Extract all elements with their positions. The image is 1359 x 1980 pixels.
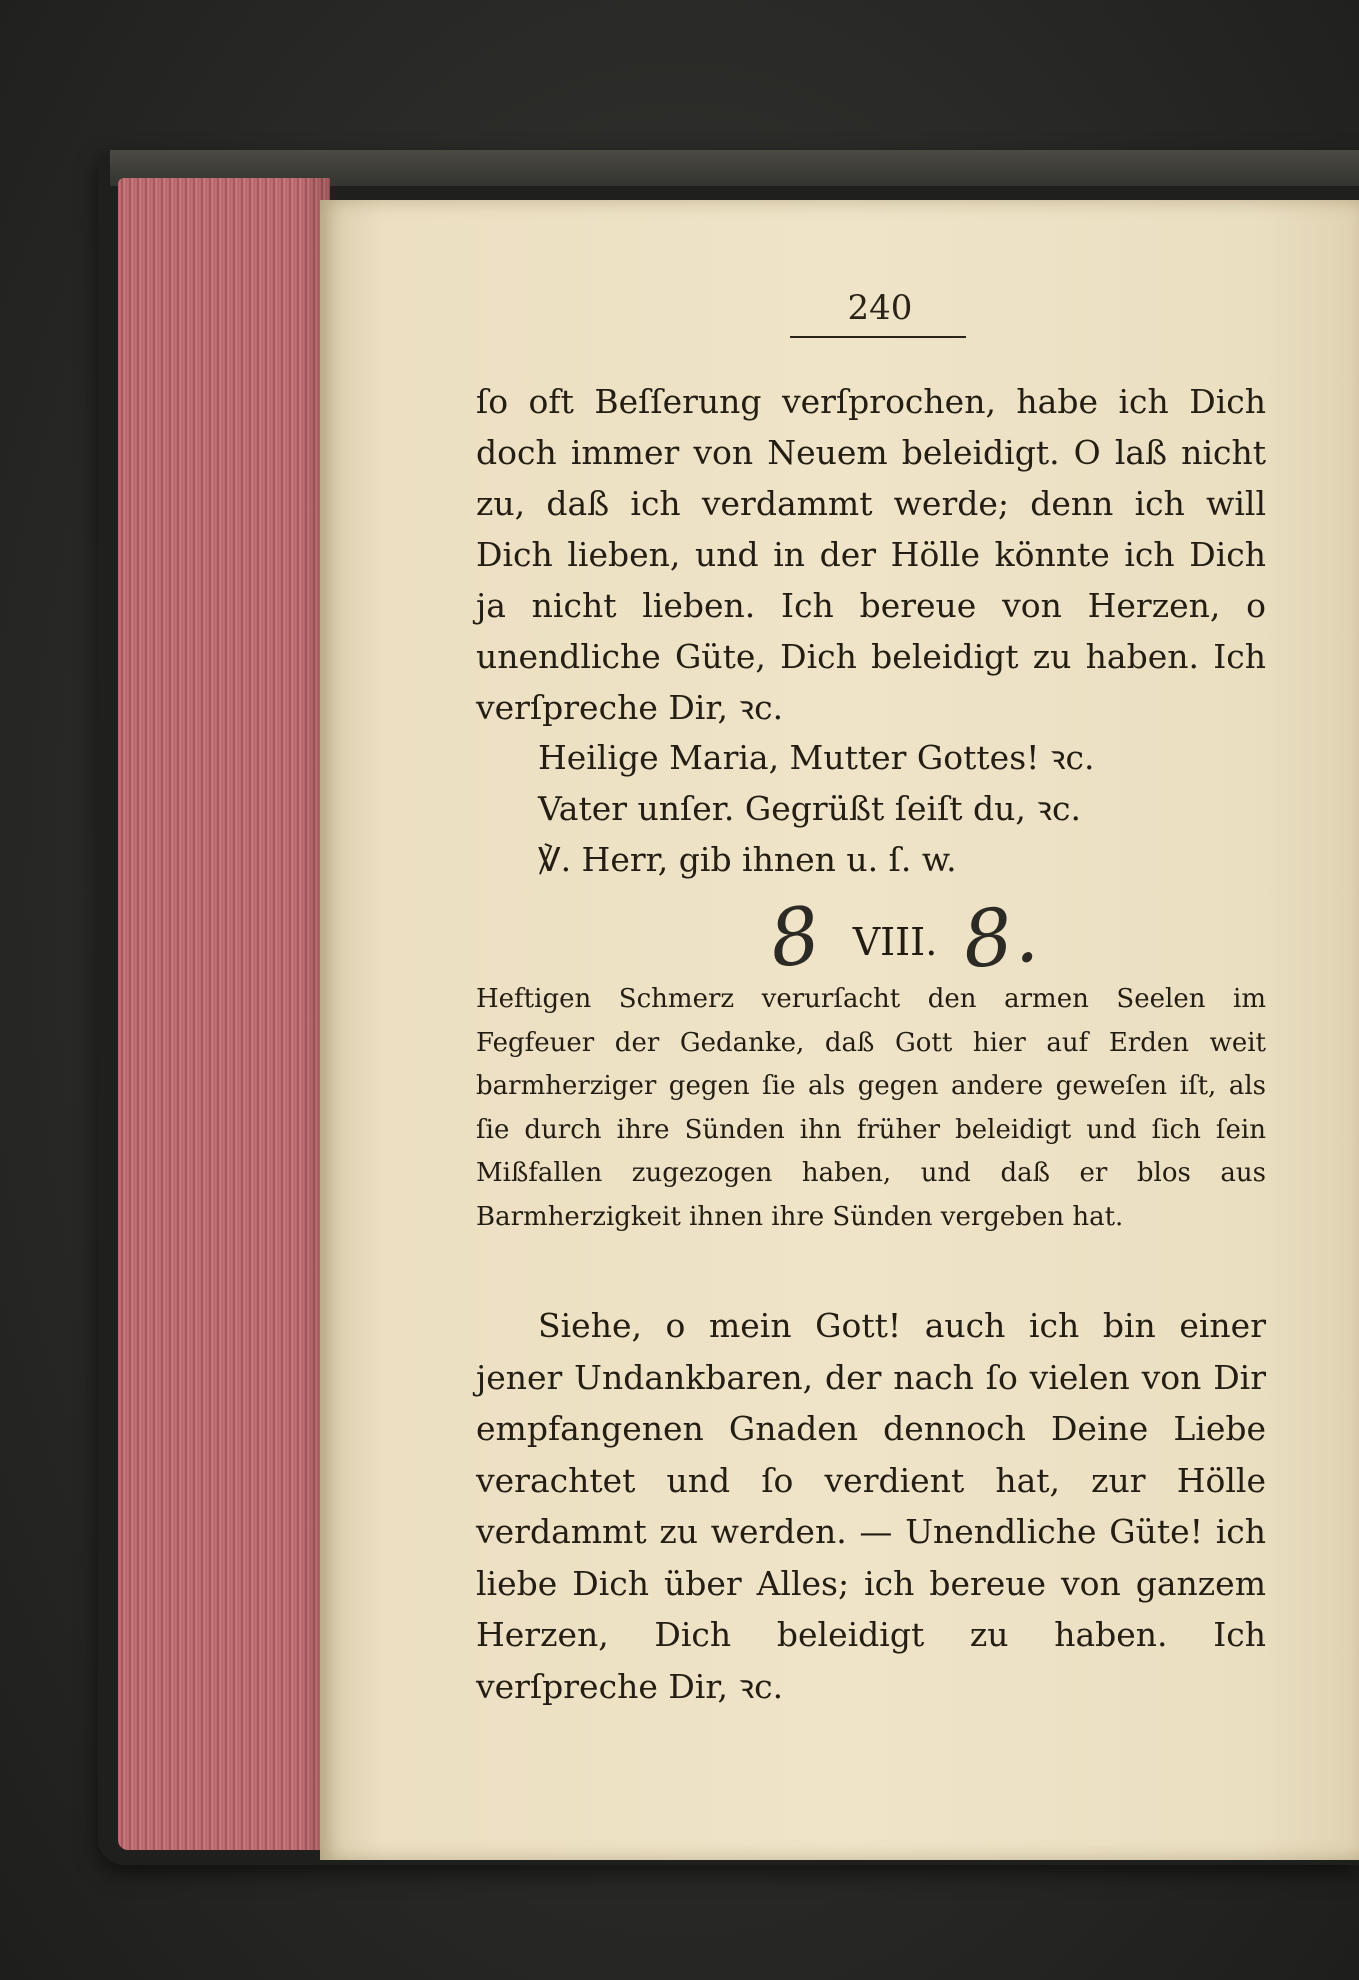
prayer-lines xyxy=(476,732,1266,885)
paragraph-1-text: ſo oft Beſſerung verſprochen, habe ich Dich doch immer von Neuem beleidigt. O laß nicht zu, daß ich verdammt werde; denn ich will Dich lieben, und in der Hölle könnte ich Dich ja nicht lieben. Ich bereue von Herzen, o unendliche Güte, Dich beleidigt zu haben. Ich verſpreche Dir, ꝛc. xyxy=(476,382,1266,727)
red-page-edges xyxy=(118,178,330,1850)
header-rule xyxy=(790,336,966,338)
meditation-paragraph xyxy=(476,978,1266,1239)
prayer-line: Heilige Maria, Mutter Gottes! ꝛc. xyxy=(538,738,1095,777)
section-heading: VIII. xyxy=(852,920,938,964)
handwritten-annotation-right: 8. xyxy=(958,889,1042,987)
body-paragraph-1 xyxy=(476,376,1266,733)
page-number: 240 xyxy=(847,288,913,328)
prayer-line: ℣. Herr, gib ihnen u. ſ. w. xyxy=(538,840,957,879)
body-paragraph-3 xyxy=(476,1300,1266,1712)
meditation-text: Heftigen Schmerz verurſacht den armen Seelen im Fegfeuer der Gedanke, daß Gott hier auf Erden weit barmherziger gegen ſie als gegen andere geweſen iſt, als ſie durch ihre Sünden ihn früher beleidigt und ſich ſein Mißfallen zugezogen haben, und daß er blos aus Barmherzigkeit ihnen ihre Sünden vergeben hat. xyxy=(476,984,1266,1232)
handwritten-annotation-left: 8 xyxy=(763,889,826,987)
prayer-line: Vater unſer. Gegrüßt ſeiſt du, ꝛc. xyxy=(538,789,1081,828)
paragraph-3-text: Siehe, o mein Gott! auch ich bin einer jener Undankbaren, der nach ſo vielen von Dir empfangenen Gnaden dennoch Deine Liebe verachtet und ſo verdient hat, zur Hölle verdammt zu werden. — Unendliche Güte! ich liebe Dich über Alles; ich bereue von ganzem Herzen, Dich beleidigt zu haben. Ich verſpreche Dir, ꝛc. xyxy=(476,1306,1266,1706)
